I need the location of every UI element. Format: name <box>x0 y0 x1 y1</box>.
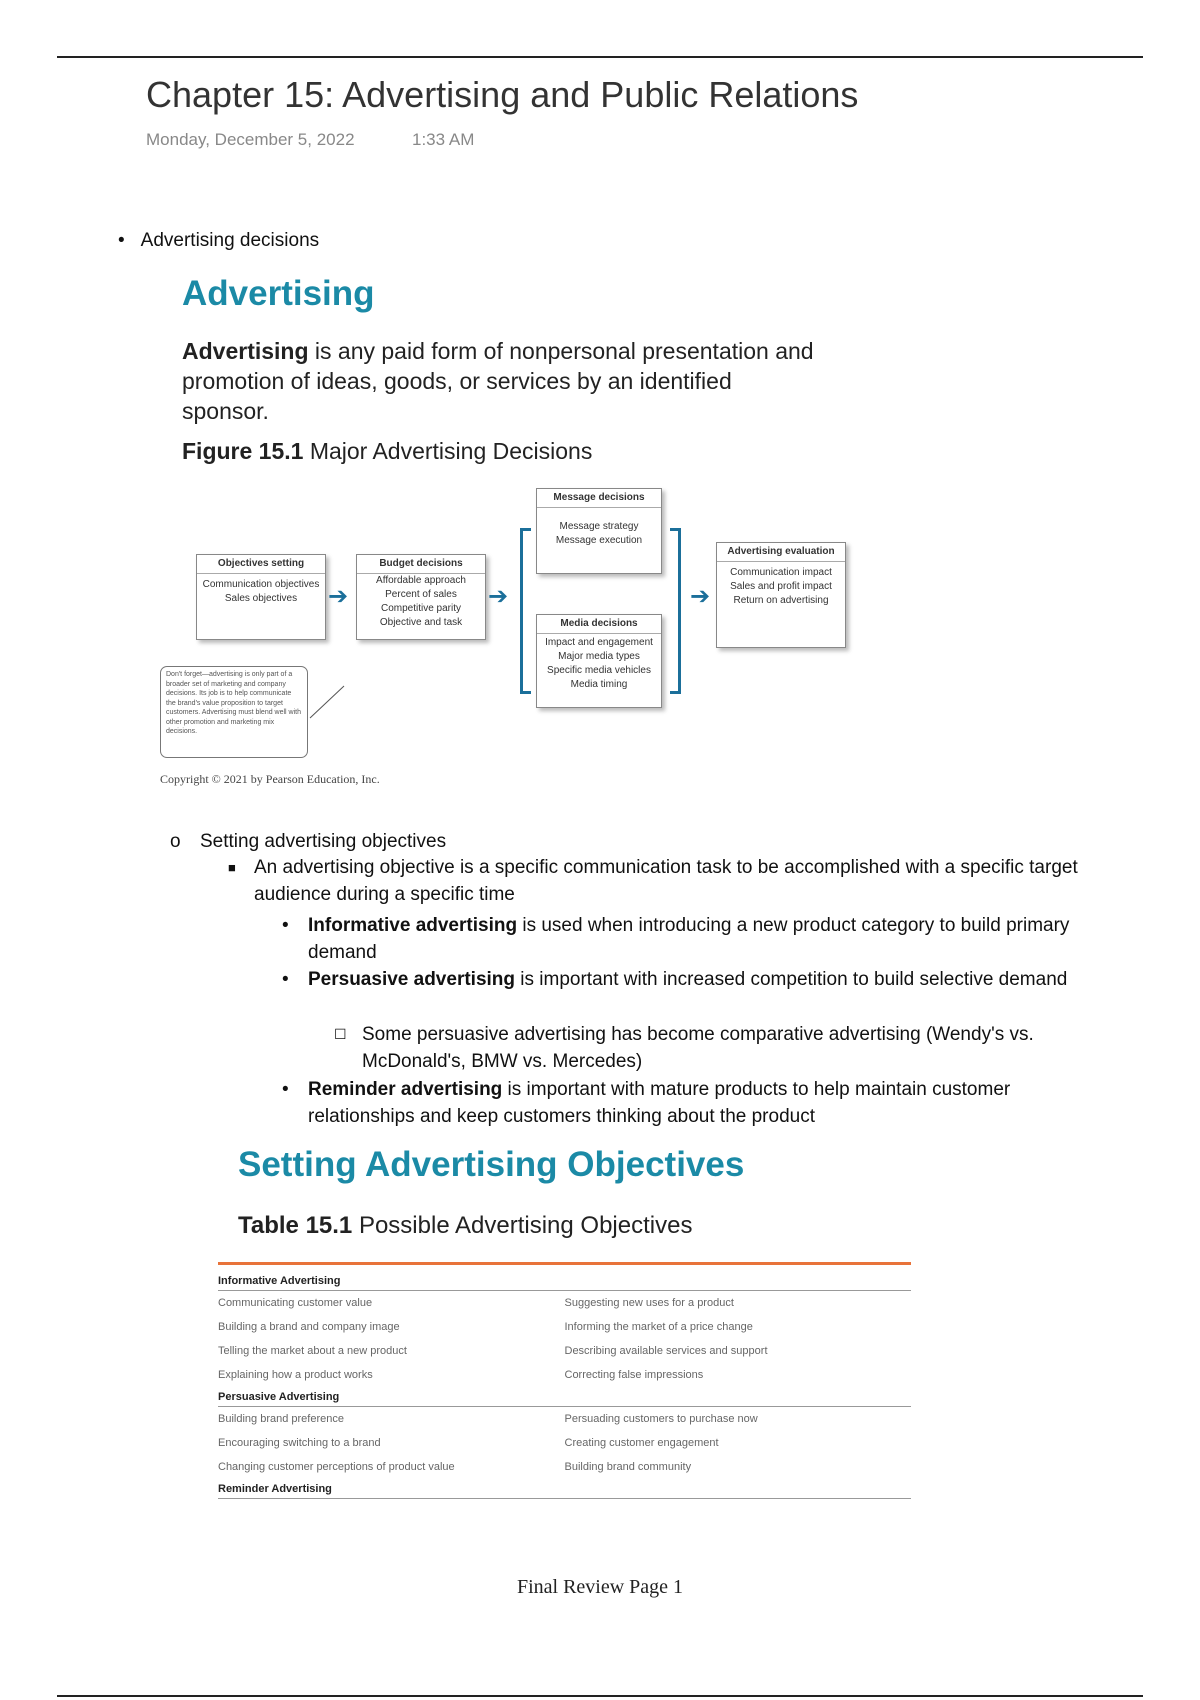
checkbox-bullet-icon: ☐ <box>334 1026 347 1042</box>
table-row <box>218 1431 911 1455</box>
left-bracket <box>520 528 531 694</box>
outline-reminder <box>308 1076 1088 1130</box>
media-title: Media decisions <box>537 615 661 634</box>
table-row <box>218 1363 911 1387</box>
table-section-header: Informative Advertising <box>218 1265 911 1291</box>
bullet-dot-icon: • <box>118 230 125 251</box>
bottom-rule <box>57 1695 1143 1697</box>
callout-note: Don't forget—advertising is only part of a broader set of marketing and company decisions. Its job is to help communicate the brand's value proposition to target customers. Advertising must blend well with other promotion and marketing mix decisions. <box>160 666 308 758</box>
table-cell: Persuading customers to purchase now <box>564 1413 758 1425</box>
bullet-dot-icon: • <box>282 915 289 936</box>
page-time: 1:33 AM <box>412 130 475 149</box>
page-date: Monday, December 5, 2022 <box>146 130 355 149</box>
table-caption <box>238 1212 692 1240</box>
informative-term: Informative advertising <box>308 915 518 936</box>
circle-bullet-icon: o <box>170 831 181 852</box>
table-row <box>218 1315 911 1339</box>
objectives-title: Objectives setting <box>197 555 325 574</box>
square-bullet-icon: ■ <box>228 860 236 875</box>
table-row <box>218 1291 911 1315</box>
table-cell: Building brand preference <box>218 1413 344 1425</box>
figure-caption <box>182 438 592 465</box>
bullet-dot-icon: • <box>282 1079 289 1100</box>
arrow-right-icon: ➔ <box>488 583 509 610</box>
figure-title: Major Advertising Decisions <box>303 438 593 464</box>
outline-informative <box>308 912 1088 966</box>
slide2-title: Setting Advertising Objectives <box>238 1145 745 1184</box>
message-item: Message strategy <box>559 521 639 532</box>
media-item: Major media types <box>558 651 640 662</box>
page-footer: Final Review Page 1 <box>516 1576 684 1598</box>
table-cell: Telling the market about a new product <box>218 1345 407 1357</box>
bullet-dot-icon: • <box>282 969 289 990</box>
budget-item: Affordable approach <box>376 575 466 586</box>
table-cell: Creating customer engagement <box>564 1437 719 1449</box>
message-title: Message decisions <box>537 489 661 508</box>
outline-comparative: Some persuasive advertising has become comparative advertising (Wendy's vs. McDonald's, BMW vs. Mercedes) <box>362 1024 1034 1072</box>
evaluation-item: Return on advertising <box>733 595 829 606</box>
table-row <box>218 1339 911 1363</box>
table-cell: Building a brand and company image <box>218 1321 400 1333</box>
table-section-header: Reminder Advertising <box>218 1479 911 1499</box>
table-cell: Encouraging switching to a brand <box>218 1437 381 1449</box>
media-box <box>536 614 662 708</box>
table-section-header: Persuasive Advertising <box>218 1387 911 1407</box>
budget-box <box>356 554 486 640</box>
top-rule <box>57 56 1143 58</box>
budget-item: Competitive parity <box>380 603 462 614</box>
copyright: Copyright © 2021 by Pearson Education, Inc. <box>160 772 380 786</box>
media-item: Specific media vehicles <box>547 665 651 676</box>
outline-l2-item: An advertising objective is a specific communication task to be accomplished with a specific target audience during a specific time <box>254 857 1078 905</box>
arrow-right-icon: ➔ <box>328 583 349 610</box>
budget-item: Percent of sales <box>385 589 457 600</box>
objectives-box <box>196 554 326 640</box>
table-cell: Suggesting new uses for a product <box>564 1297 734 1309</box>
table-row <box>218 1407 911 1431</box>
slide-advertising <box>162 262 872 798</box>
figure-label: Figure 15.1 <box>182 438 304 464</box>
bullet-text: Advertising decisions <box>140 230 320 251</box>
callout-connector <box>308 682 348 722</box>
advertising-definition <box>182 336 822 426</box>
message-box <box>536 488 662 574</box>
evaluation-title: Advertising evaluation <box>717 543 845 562</box>
table-row <box>218 1455 911 1479</box>
definition-text: is any paid form of nonpersonal presentation and promotion of ideas, goods, or services by an identified sponsor. <box>182 338 814 424</box>
informative-text: is used when introducing a new product category to build primary demand <box>308 915 1070 963</box>
table-cell: Informing the market of a price change <box>564 1321 753 1333</box>
right-bracket <box>670 528 681 694</box>
budget-title: Budget decisions <box>357 555 485 574</box>
reminder-term: Reminder advertising <box>308 1079 503 1100</box>
table-title: Possible Advertising Objectives <box>352 1212 693 1239</box>
outline-persuasive <box>308 966 1088 993</box>
definition-term: Advertising <box>182 338 309 364</box>
budget-item: Objective and task <box>379 617 463 628</box>
objectives-item: Communication objectives <box>202 579 320 590</box>
table-cell: Changing customer perceptions of product value <box>218 1461 455 1473</box>
outline-l1-item: Setting advertising objectives <box>200 831 447 852</box>
media-item: Impact and engagement <box>545 637 653 648</box>
reminder-text: is important with mature products to help maintain customer relationships and keep customers thinking about the product <box>308 1079 1011 1127</box>
table-cell: Explaining how a product works <box>218 1369 373 1381</box>
bullet-advertising-decisions <box>118 230 319 252</box>
objectives-table <box>218 1262 911 1499</box>
evaluation-box <box>716 542 846 648</box>
table-label: Table 15.1 <box>238 1212 353 1239</box>
media-item: Media timing <box>570 679 628 690</box>
persuasive-term: Persuasive advertising <box>308 969 515 990</box>
slide-title: Advertising <box>182 274 375 313</box>
table-cell: Correcting false impressions <box>564 1369 704 1381</box>
arrow-right-icon: ➔ <box>690 583 711 610</box>
evaluation-item: Communication impact <box>730 567 832 578</box>
evaluation-item: Sales and profit impact <box>730 581 832 592</box>
table-cell: Building brand community <box>564 1461 692 1473</box>
message-item: Message execution <box>555 535 643 546</box>
table-cell: Communicating customer value <box>218 1297 373 1309</box>
table-cell: Describing available services and support <box>564 1345 768 1357</box>
page-title: Chapter 15: Advertising and Public Relations <box>146 74 859 115</box>
objectives-item: Sales objectives <box>224 593 298 604</box>
persuasive-text: is important with increased competition to build selective demand <box>515 969 1068 990</box>
